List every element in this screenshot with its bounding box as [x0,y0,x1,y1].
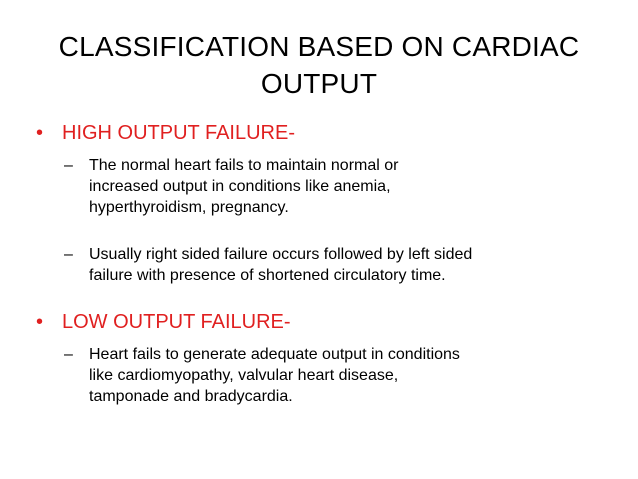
text-line: increased output in conditions like anemia, [89,178,391,195]
bullet-high-output-failure [36,120,295,146]
bullet-marker: • [36,311,44,333]
slide-title-line-1: CLASSIFICATION BASED ON CARDIAC [58,31,580,62]
text-line: hyperthyroidism, pregnancy. [89,199,289,216]
sub-bullet-text [89,244,604,286]
dash-marker: – [64,157,73,174]
text-line: Usually right sided failure occurs followed by left sided [89,246,473,263]
bullet-marker: • [36,122,44,144]
slide-title [40,28,598,102]
sub-bullet-text [89,155,604,218]
dash-marker: – [64,246,73,263]
bullet-label: LOW OUTPUT FAILURE- [62,311,291,333]
dash-marker: – [64,346,73,363]
text-line: tamponade and bradycardia. [89,388,293,405]
text-line: Heart fails to generate adequate output in conditions [89,346,460,363]
slide-title-line-2: OUTPUT [260,68,378,99]
bullet-label: HIGH OUTPUT FAILURE- [62,122,295,144]
sub-bullet-high-output-sequence [64,244,604,286]
bullet-low-output-failure [36,309,291,335]
sub-bullet-high-output-definition [64,155,604,218]
text-line: like cardiomyopathy, valvular heart disease, [89,367,399,384]
sub-bullet-text [89,344,604,407]
sub-bullet-low-output-definition [64,344,604,407]
text-line: The normal heart fails to maintain normal or [89,157,399,174]
text-line: failure with presence of shortened circulatory time. [89,267,446,284]
